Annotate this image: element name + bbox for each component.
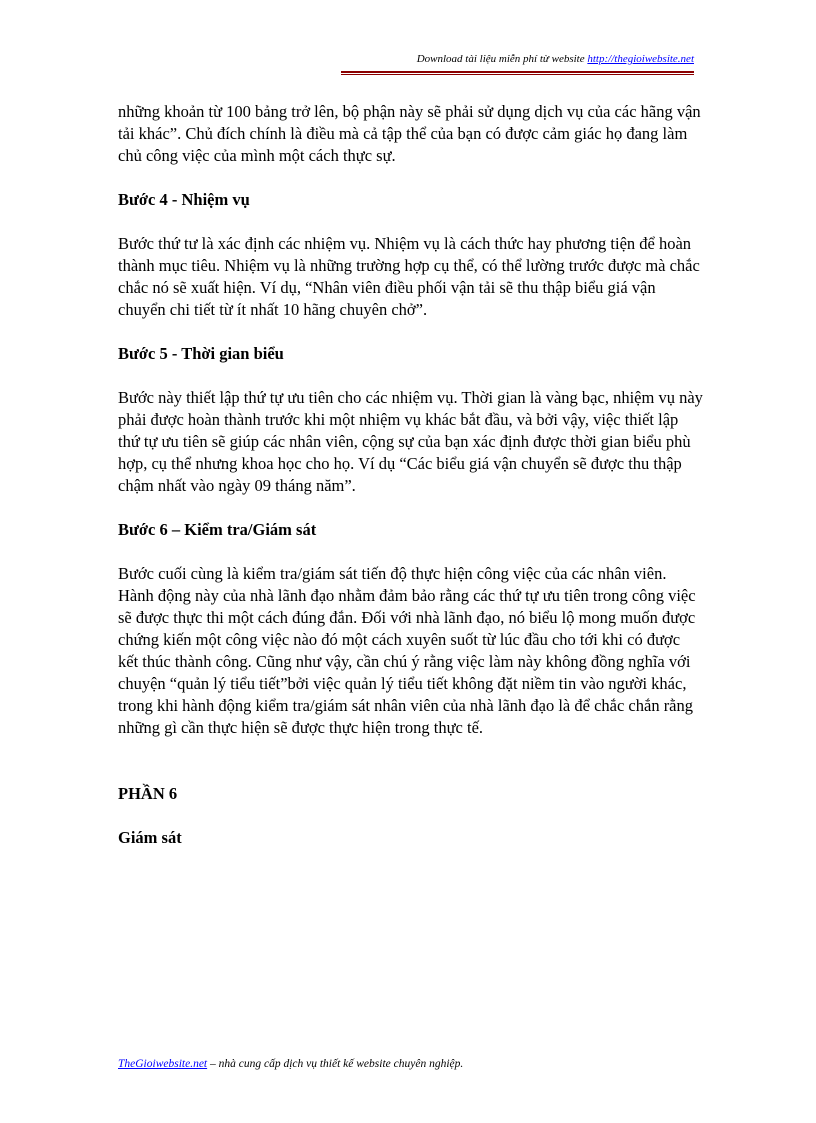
section-spacer [118,761,703,783]
paragraph-step-6: Bước cuối cùng là kiểm tra/giám sát tiến độ thực hiện công việc của các nhân viên. Hành động này của nhà lãnh đạo nhằm đảm bảo rằng các thứ tự ưu tiên trong công việc sẽ được thực thi một cách đúng đắn. Đối với nhà lãnh đạo, nó biểu lộ mong muốn được chứng kiến một công việc nào đó một cách xuyên suốt từ lúc đầu cho tới khi có được kết thúc thành công. Cũng như vậy, cần chú ý rằng việc làm này không đồng nghĩa với chuyện “quản lý tiểu tiết”bởi việc quản lý tiểu tiết không đặt niềm tin vào người khác, trong khi hành động kiểm tra/giám sát nhân viên của nhà lãnh đạo là để chắc chắn rằng những gì cần thực hiện sẽ được thực hiện trong thực tế. [118,564,696,737]
heading-part-6: PHẦN 6 [118,784,178,803]
page-footer [118,1057,463,1071]
header-website-link[interactable]: http://thegioiwebsite.net [587,53,694,65]
header-rule-thin [341,74,694,75]
paragraph-step-4: Bước thứ tư là xác định các nhiệm vụ. Nhiệm vụ là cách thức hay phương tiện để hoàn thành mục tiêu. Nhiệm vụ là những trường hợp cụ thể, có thể lường trước được mà chắc chắc nó sẽ xuất hiện. Ví dụ, “Nhân viên điều phối vận tải sẽ thu thập biểu giá vận chuyển chi tiết từ ít nhất 10 hãng chuyên chở”. [118,234,700,319]
paragraph-step-5: Bước này thiết lập thứ tự ưu tiên cho các nhiệm vụ. Thời gian là vàng bạc, nhiệm vụ này phải được hoàn thành trước khi một nhiệm vụ khác bắt đầu, và bởi vậy, việc thiết lập thứ tự ưu tiên sẽ giúp các nhân viên, cộng sự của bạn xác định được thời gian biểu phù hợp, cụ thể nhưng khoa học cho họ. Ví dụ “Các biểu giá vận chuyển sẽ được thu thập chậm nhất vào ngày 09 tháng năm”. [118,388,703,495]
heading-supervision: Giám sát [118,828,182,847]
header-rule [341,71,694,73]
header-text: Download tài liệu miễn phí từ website [416,53,588,65]
heading-step-4: Bước 4 - Nhiệm vụ [118,190,250,209]
heading-step-6: Bước 6 – Kiểm tra/Giám sát [118,520,317,539]
page-header [118,52,694,66]
footer-website-link[interactable]: TheGioiwebsite.net [118,1058,208,1070]
footer-text: – nhà cung cấp dịch vụ thiết kế website chuyên nghiệp. [207,1058,464,1070]
document-body [118,101,703,871]
heading-step-5: Bước 5 - Thời gian biểu [118,344,284,363]
paragraph-intro: những khoản từ 100 bảng trở lên, bộ phận này sẽ phải sử dụng dịch vụ của các hãng vận tải khác”. Chủ đích chính là điều mà cả tập thể của bạn có được cảm giác họ đang làm chủ công việc của mình một cách thực sự. [118,102,701,165]
